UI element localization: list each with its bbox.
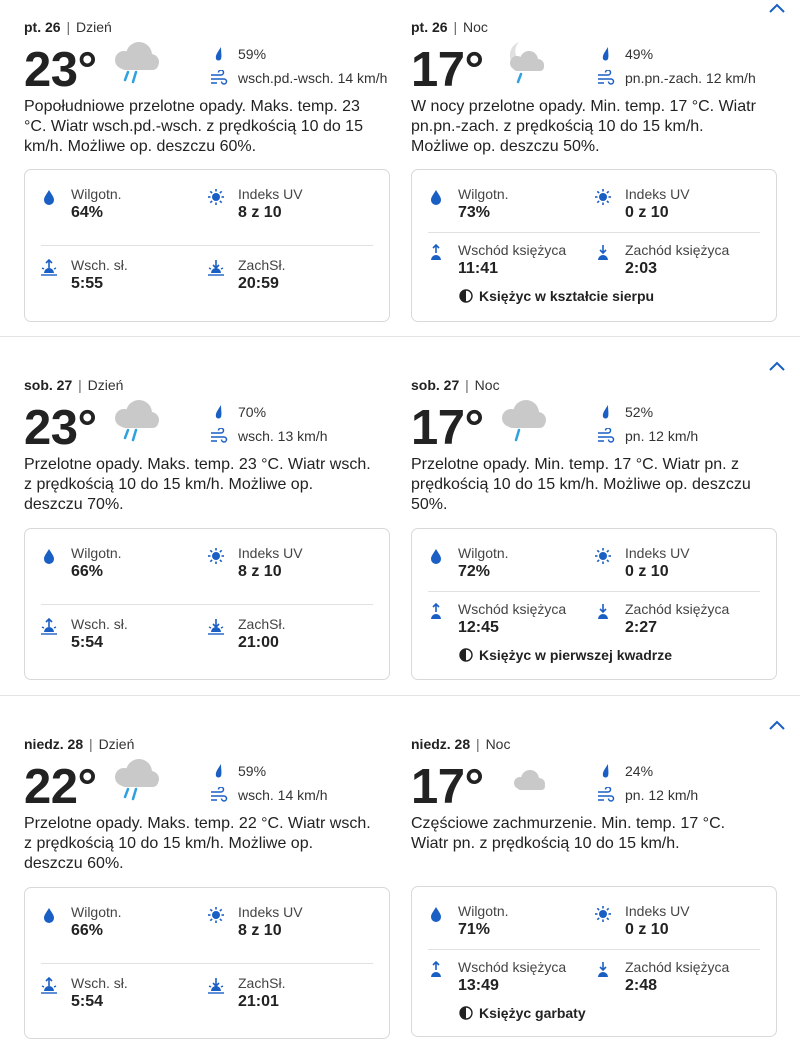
forecast-description: Przelotne opady. Maks. temp. 22 °C. Wiatr wsch. z prędkością 10 do 15 km/h. Możliwe op. deszczu 60%. <box>24 815 371 872</box>
sunrise-icon <box>41 977 57 995</box>
sunset-icon <box>208 259 224 277</box>
moon-phase-icon <box>459 648 473 662</box>
sunset-icon <box>208 618 224 636</box>
forecast-description: W nocy przelotne opady. Min. temp. 17 °C. Wiatr pn.pn.-zach. z prędkością 10 do 15 km/h. Możliwe op. deszczu 50%. <box>411 98 756 155</box>
period-label: sob. 27 | Dzień <box>24 377 124 393</box>
raindrop-icon <box>597 46 615 62</box>
temperature: 23° <box>24 401 97 455</box>
card-divider <box>41 604 373 605</box>
sun-icon <box>595 188 611 206</box>
details-card: Wilgotn. 64% Indeks UV 8 z 10 Wsch. sł. 5:55 ZachSł. 20:59 <box>24 169 390 322</box>
details-card: Wilgotn. 71% Indeks UV 0 z 10 Wschód księżyca 13:49 Zachód księżyca 2:48 Księżyc garbaty <box>411 886 777 1037</box>
wind-icon <box>597 787 615 803</box>
details-card: Wilgotn. 66% Indeks UV 8 z 10 Wsch. sł. 5:54 ZachSł. 21:01 <box>24 887 390 1039</box>
moon-rain-cloud-icon <box>493 38 549 86</box>
wind-icon <box>210 787 228 803</box>
period-label: pt. 26 | Noc <box>411 19 488 35</box>
chevron-up-icon[interactable] <box>768 719 786 733</box>
period-label: pt. 26 | Dzień <box>24 19 112 35</box>
sun-icon <box>595 547 611 565</box>
sun-icon <box>208 188 224 206</box>
humidity-icon <box>428 905 444 923</box>
forecast-description: Przelotne opady. Maks. temp. 23 °C. Wiatr wsch. z prędkością 10 do 15 km/h. Możliwe op. deszczu 70%. <box>24 456 371 513</box>
temperature: 17° <box>411 401 484 455</box>
raindrop-icon <box>210 763 228 779</box>
card-divider <box>41 963 373 964</box>
card-divider <box>428 949 760 950</box>
card-divider <box>41 245 373 246</box>
wind-icon <box>210 428 228 444</box>
card-divider <box>428 232 760 233</box>
moonset-icon <box>595 603 611 621</box>
card-divider <box>428 591 760 592</box>
humidity-icon <box>41 547 57 565</box>
raindrop-icon <box>210 404 228 420</box>
moonrise-icon <box>428 244 444 262</box>
period-label: niedz. 28 | Noc <box>411 736 511 752</box>
rain-cloud-icon <box>493 396 549 444</box>
rain-cloud-icon <box>106 396 162 444</box>
moonrise-icon <box>428 603 444 621</box>
chevron-up-icon[interactable] <box>768 2 786 16</box>
forecast-day-section: niedz. 28 | Dzień 22° 59% wsch. 14 km/h Przelotne opady. Maks. temp. 22 °C. Wiatr wsch. z prędkością 10 do 15 km/h. Możliwe op. deszczu 60%. Wilgotn. 66% Indeks UV 8 z 10 Wsch. sł. 5:54 ZachSł. 21:01 niedz. 28 | Noc 17° 24% pn. 12 km/h Częściowe zachmurzenie. Min. temp. 17 °C. Wiatr pn. z prędkością 10 do 15 km/h. Wilgotn. 71% Indeks UV 0 z 10 Wschód księżyca 13:49 Zachód księżyca 2:48 Księżyc garbaty <box>0 717 800 1048</box>
rain-cloud-icon <box>106 755 162 803</box>
raindrop-icon <box>597 404 615 420</box>
moonset-icon <box>595 244 611 262</box>
temperature: 22° <box>24 760 97 814</box>
details-card: Wilgotn. 73% Indeks UV 0 z 10 Wschód księżyca 11:41 Zachód księżyca 2:03 Księżyc w kształcie sierpu <box>411 169 777 322</box>
details-card: Wilgotn. 72% Indeks UV 0 z 10 Wschód księżyca 12:45 Zachód księżyca 2:27 Księżyc w pierwszej kwadrze <box>411 528 777 680</box>
temperature: 17° <box>411 43 484 97</box>
moon-cloud-icon <box>493 755 549 803</box>
humidity-icon <box>428 188 444 206</box>
forecast-day-section: sob. 27 | Dzień 23° 70% wsch. 13 km/h Przelotne opady. Maks. temp. 23 °C. Wiatr wsch. z prędkością 10 do 15 km/h. Możliwe op. deszczu 70%. Wilgotn. 66% Indeks UV 8 z 10 Wsch. sł. 5:54 ZachSł. 21:00 sob. 27 | Noc 17° 52% pn. 12 km/h Przelotne opady. Min. temp. 17 °C. Wiatr pn. z prędkością 10 do 15 km/h. Możliwe op. deszczu 50%. Wilgotn. 72% Indeks UV 0 z 10 Wschód księżyca 12:45 Zachód księżyca 2:27 Księżyc w pierwszej kwadrze <box>0 358 800 696</box>
humidity-icon <box>41 188 57 206</box>
forecast-description: Popołudniowe przelotne opady. Maks. temp. 23 °C. Wiatr wsch.pd.-wsch. z prędkością 10 do 15 km/h. Możliwe op. deszczu 60%. <box>24 98 363 155</box>
forecast-day-section: pt. 26 | Dzień 23° 59% wsch.pd.-wsch. 14 km/h Popołudniowe przelotne opady. Maks. temp. 23 °C. Wiatr wsch.pd.-wsch. z prędkością 10 do 15 km/h. Możliwe op. deszczu 60%. Wilgotn. 64% Indeks UV 8 z 10 Wsch. sł. 5:55 ZachSł. 20:59 pt. 26 | Noc 17° 49% pn.pn.-zach. 12 km/h W nocy przelotne opady. Min. temp. 17 °C. Wiatr pn.pn.-zach. z prędkością 10 do 15 km/h. Możliwe op. deszczu 50%. Wilgotn. 73% Indeks UV 0 z 10 Wschód księżyca 11:41 Zachód księżyca 2:03 Księżyc w kształcie sierpu <box>0 0 800 337</box>
wind-icon <box>210 70 228 86</box>
temperature: 23° <box>24 43 97 97</box>
period-label: niedz. 28 | Dzień <box>24 736 135 752</box>
sunset-icon <box>208 977 224 995</box>
wind-icon <box>597 70 615 86</box>
wind-icon <box>597 428 615 444</box>
sunrise-icon <box>41 259 57 277</box>
moon-phase-icon <box>459 289 473 303</box>
forecast-description: Częściowe zachmurzenie. Min. temp. 17 °C. Wiatr pn. z prędkością 10 do 15 km/h. <box>411 815 726 852</box>
chevron-up-icon[interactable] <box>768 360 786 374</box>
details-card: Wilgotn. 66% Indeks UV 8 z 10 Wsch. sł. 5:54 ZachSł. 21:00 <box>24 528 390 680</box>
sun-icon <box>208 906 224 924</box>
moon-phase-icon <box>459 1006 473 1020</box>
temperature: 17° <box>411 760 484 814</box>
rain-cloud-icon <box>106 38 162 86</box>
sun-icon <box>595 905 611 923</box>
raindrop-icon <box>597 763 615 779</box>
sunrise-icon <box>41 618 57 636</box>
period-label: sob. 27 | Noc <box>411 377 500 393</box>
sun-icon <box>208 547 224 565</box>
forecast-description: Przelotne opady. Min. temp. 17 °C. Wiatr pn. z prędkością 10 do 15 km/h. Możliwe op. deszczu 50%. <box>411 456 751 513</box>
raindrop-icon <box>210 46 228 62</box>
humidity-icon <box>428 547 444 565</box>
humidity-icon <box>41 906 57 924</box>
moonrise-icon <box>428 961 444 979</box>
moonset-icon <box>595 961 611 979</box>
